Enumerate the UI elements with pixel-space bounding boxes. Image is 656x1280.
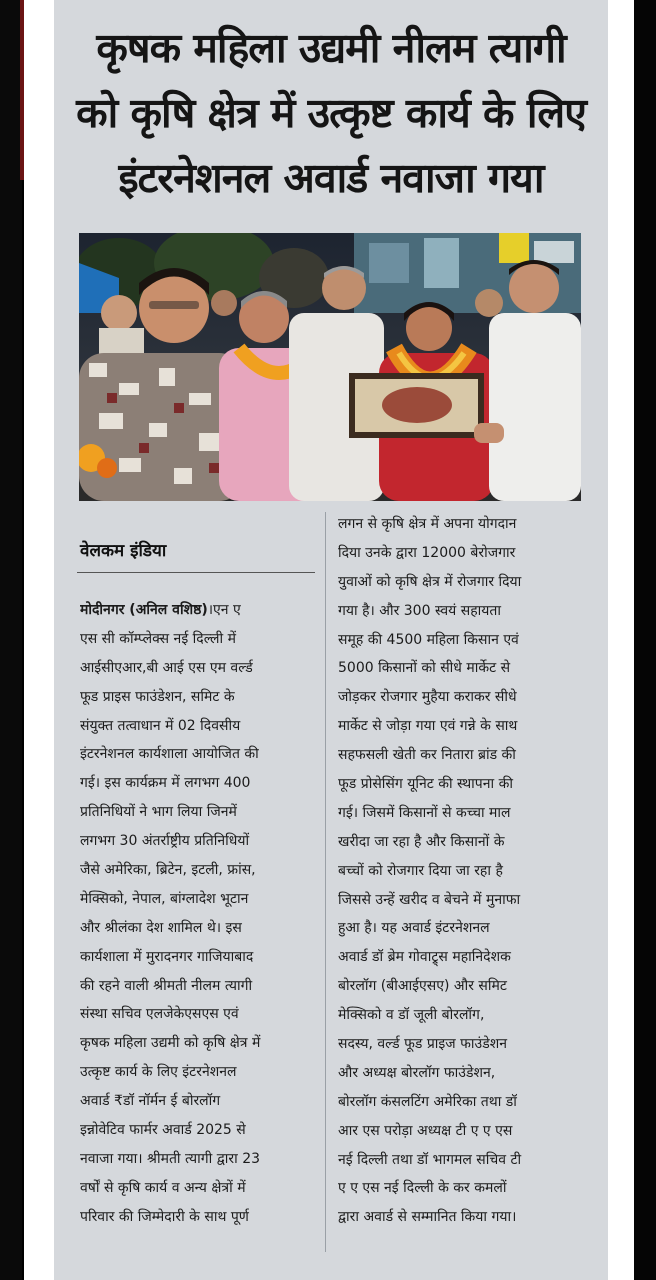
article-line: की रहने वाली श्रीमती नीलम त्यागी bbox=[80, 977, 253, 994]
article-line: दिया उनके द्वारा 12000 बेरोजगार bbox=[338, 544, 516, 561]
page-margin-left bbox=[24, 0, 54, 1280]
article-line: सदस्य, वर्ल्ड फूड प्राइज फाउंडेशन bbox=[338, 1036, 507, 1053]
article-line: ए ए एस नई दिल्ली के कर कमलों bbox=[338, 1180, 507, 1197]
byline-rule bbox=[77, 572, 315, 573]
column-divider bbox=[325, 512, 326, 1252]
article-line: इंटरनेशनल कार्यशाला आयोजित की bbox=[80, 746, 259, 763]
article-line: अवार्ड डॉ ब्रेम गोवाट्र्स महानिदेशक bbox=[338, 949, 511, 966]
article-line: जोड़कर रोजगार मुहैया कराकर सीधे bbox=[338, 689, 517, 706]
article-line: कृषक महिला उद्यमी को कृषि क्षेत्र में bbox=[80, 1035, 261, 1052]
article-line: गई। इस कार्यक्रम में लगभग 400 bbox=[80, 775, 251, 792]
article-line: बोरलॉग (बीआईएसए) और समिट bbox=[338, 978, 507, 995]
article-line: नवाजा गया। श्रीमती त्यागी द्वारा 23 bbox=[80, 1150, 261, 1167]
article-column-right bbox=[338, 510, 584, 1232]
article-line: आईसीएआर,बी आई एस एम वर्ल्ड bbox=[80, 659, 253, 676]
article-line: फूड प्राइस फाउंडेशन, समिट के bbox=[80, 688, 235, 705]
article-line: द्वारा अवार्ड से सम्मानित किया गया। bbox=[338, 1209, 517, 1226]
article-line: प्रतिनिधियों ने भाग लिया जिनमें bbox=[80, 804, 237, 821]
article-line: वर्षों से कृषि कार्य व अन्य क्षेत्रों में bbox=[80, 1179, 246, 1196]
article-line: मेक्सिको, नेपाल, बांग्लादेश भूटान bbox=[80, 890, 249, 907]
article-line: संस्था सचिव एलजेकेएसएस एवं bbox=[80, 1006, 239, 1023]
article-line: लगन से कृषि क्षेत्र में अपना योगदान bbox=[338, 516, 517, 532]
screen-edge-left bbox=[0, 0, 22, 1280]
article-line: जैसे अमेरिका, ब्रिटेन, इटली, फ्रांस, bbox=[80, 862, 256, 879]
headline-line-1: कृषक महिला उद्यमी नीलम त्यागी bbox=[96, 24, 566, 72]
article-line: मार्केट से जोड़ा गया एवं गन्ने के साथ bbox=[338, 718, 518, 735]
byline: वेलकम इंडिया bbox=[80, 541, 167, 561]
dateline: मोदीनगर (अनिल वशिष्ठ) bbox=[80, 602, 208, 618]
article-line: 5000 किसानों को सीधे मार्केट से bbox=[338, 660, 511, 677]
article-line: और श्रीलंका देश शामिल थे। इस bbox=[80, 919, 242, 936]
article-line: गया है। और 300 स्वयं सहायता bbox=[338, 602, 501, 619]
screen-edge-right bbox=[634, 0, 656, 1280]
article-line-text: ।एन ए bbox=[207, 602, 241, 618]
article-column-left bbox=[80, 596, 318, 1232]
article-line: जिससे उन्हें खरीद व बेचने में मुनाफा bbox=[338, 891, 521, 908]
article-line: एस सी कॉम्प्लेक्स नई दिल्ली में bbox=[80, 630, 236, 647]
article-headline bbox=[66, 22, 596, 217]
article-line: कार्यशाला में मुरादनगर गाजियाबाद bbox=[80, 948, 254, 965]
article-line: खरीदा जा रहा है और किसानों के bbox=[338, 833, 505, 850]
article-line bbox=[80, 596, 318, 625]
headline-line-3: इंटरनेशनल अवार्ड नवाजा गया bbox=[118, 154, 544, 202]
article-line: हुआ है। यह अवार्ड इंटरनेशनल bbox=[338, 920, 490, 937]
article-line: युवाओं को कृषि क्षेत्र में रोजगार दिया bbox=[338, 573, 522, 590]
article-line: और अध्यक्ष बोरलॉग फाउंडेशन, bbox=[338, 1064, 496, 1081]
article-line: मेक्सिको व डॉ जूली बोरलॉग, bbox=[338, 1007, 485, 1024]
article-line: इन्नोवेटिव फार्मर अवार्ड 2025 से bbox=[80, 1122, 246, 1139]
article-line: बोरलॉग कंसलटिंग अमेरिका तथा डॉ bbox=[338, 1093, 517, 1110]
article-line: उत्कृष्ट कार्य के लिए इंटरनेशनल bbox=[80, 1064, 237, 1081]
article-line: परिवार की जिम्मेदारी के साथ पूर्ण bbox=[80, 1208, 249, 1225]
article-line: बच्चों को रोजगार दिया जा रहा है bbox=[338, 862, 503, 879]
article-line: गई। जिसमें किसानों से कच्चा माल bbox=[338, 804, 511, 821]
article-line: फूड प्रोसेसिंग यूनिट की स्थापना की bbox=[338, 776, 513, 793]
article-line: लगभग 30 अंतर्राष्ट्रीय प्रतिनिधियों bbox=[80, 833, 250, 850]
award-ceremony-photo bbox=[79, 233, 581, 501]
article-line: सहफसली खेती कर नितारा ब्रांड की bbox=[338, 747, 516, 764]
article-line: समूह की 4500 महिला किसान एवं bbox=[338, 631, 519, 648]
article-line: नई दिल्ली तथा डॉ भागमल सचिव टी bbox=[338, 1151, 522, 1168]
page-margin-right bbox=[608, 0, 634, 1280]
photo-illustration bbox=[79, 233, 581, 501]
article-line: संयुक्त तत्वाधान में 02 दिवसीय bbox=[80, 717, 241, 734]
article-line: आर एस परोड़ा अध्यक्ष टी ए ए एस bbox=[338, 1122, 513, 1139]
headline-line-2: को कृषि क्षेत्र में उत्कृष्ट कार्य के लिए bbox=[76, 89, 586, 137]
article-line: अवार्ड ₹डॉ नॉर्मन ई बोरलॉग bbox=[80, 1093, 221, 1110]
